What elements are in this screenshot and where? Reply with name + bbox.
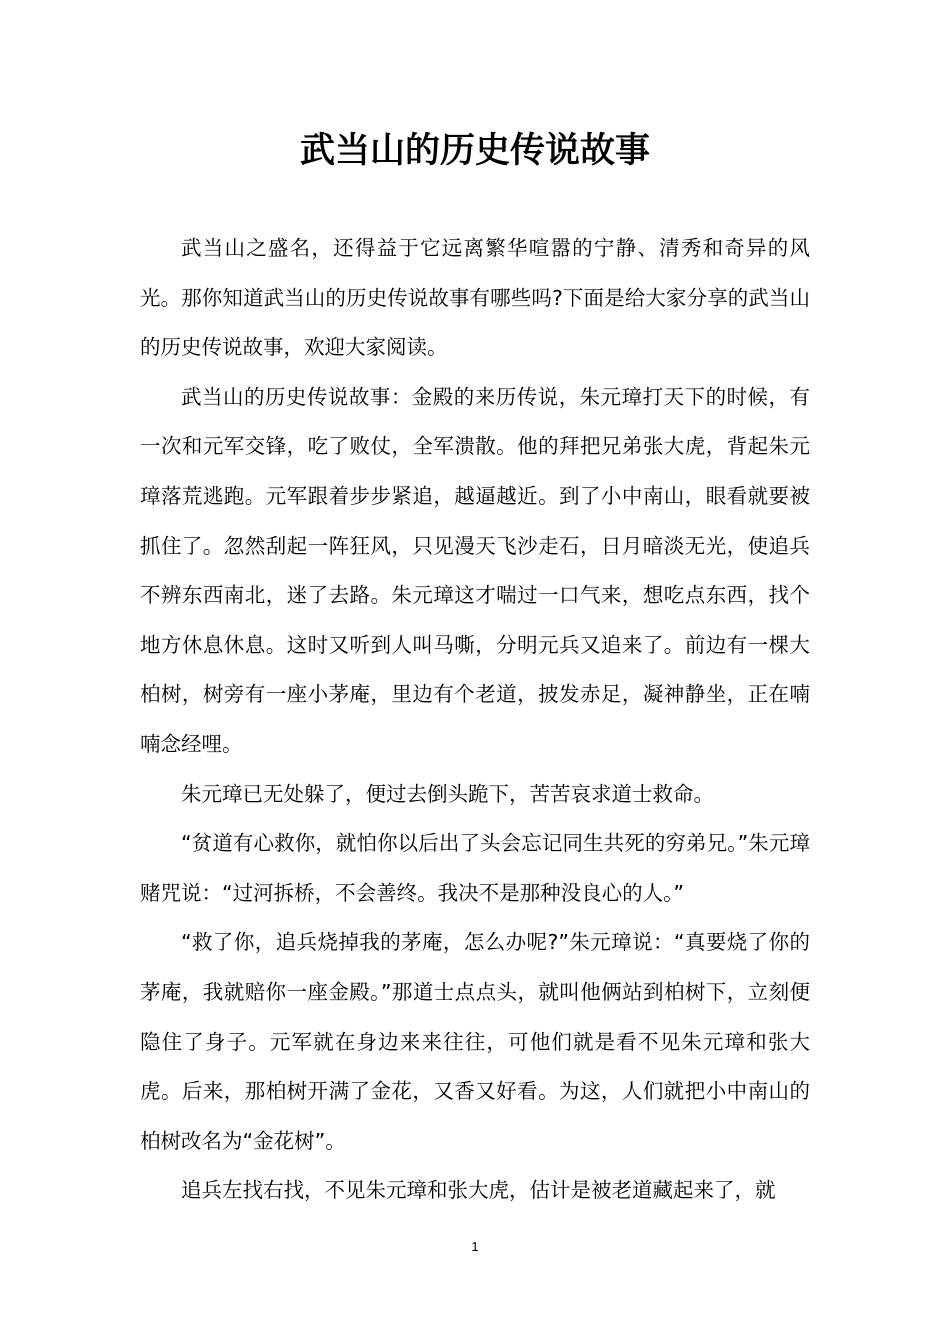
paragraph: 武当山的历史传说故事：金殿的来历传说，朱元璋打天下的时候，有一次和元军交锋，吃了败仗，全军溃散。他的拜把兄弟张大虎，背起朱元璋落荒逃跑。元军跟着步步紧追，越逼越近。到了小中南山，眼看就要被抓住了。忽然刮起一阵狂风，只见漫天飞沙走石，日月暗淡无光，使追兵不辨东西南北，迷了去路。朱元璋这才喘过一口气来，想吃点东西，找个地方休息休息。这时又听到人叫马嘶，分明元兵又追来了。前边有一棵大柏树，树旁有一座小茅庵，里边有个老道，披发赤足，凝神静坐，正在喃喃念经哩。 <box>140 384 810 756</box>
page-number: 1 <box>471 1239 479 1254</box>
paragraph: 朱元璋已无处躲了，便过去倒头跪下，苦苦哀求道士救命。 <box>181 781 714 806</box>
paragraph: “贫道有心救你，就怕你以后出了头会忘记同生共死的穷弟兄。”朱元璋赌咒说：“过河拆桥，不会善终。我决不是那种没良心的人。” <box>140 831 810 905</box>
paragraph: 追兵左找右找，不见朱元璋和张大虎，估计是被老道藏起来了，就 <box>181 1178 776 1203</box>
paragraph: “救了你，追兵烧掉我的茅庵，怎么办呢?”朱元璋说：“真要烧了你的茅庵，我就赔你一座金殿。”那道士点点头，就叫他俩站到柏树下，立刻便隐住了身子。元军就在身边来来往往，可他们就是看不见朱元璋和张大虎。后来，那柏树开满了金花，又香又好看。为这，人们就把小中南山的柏树改名为“金花树”。 <box>140 930 810 1153</box>
document-title: 武当山的历史传说故事 <box>299 131 650 172</box>
paragraph: 武当山之盛名，还得益于它远离繁华喧嚣的宁静、清秀和奇异的风光。那你知道武当山的历史传说故事有哪些吗?下面是给大家分享的武当山的历史传说故事，欢迎大家阅读。 <box>140 236 810 360</box>
document-body <box>140 224 810 1216</box>
